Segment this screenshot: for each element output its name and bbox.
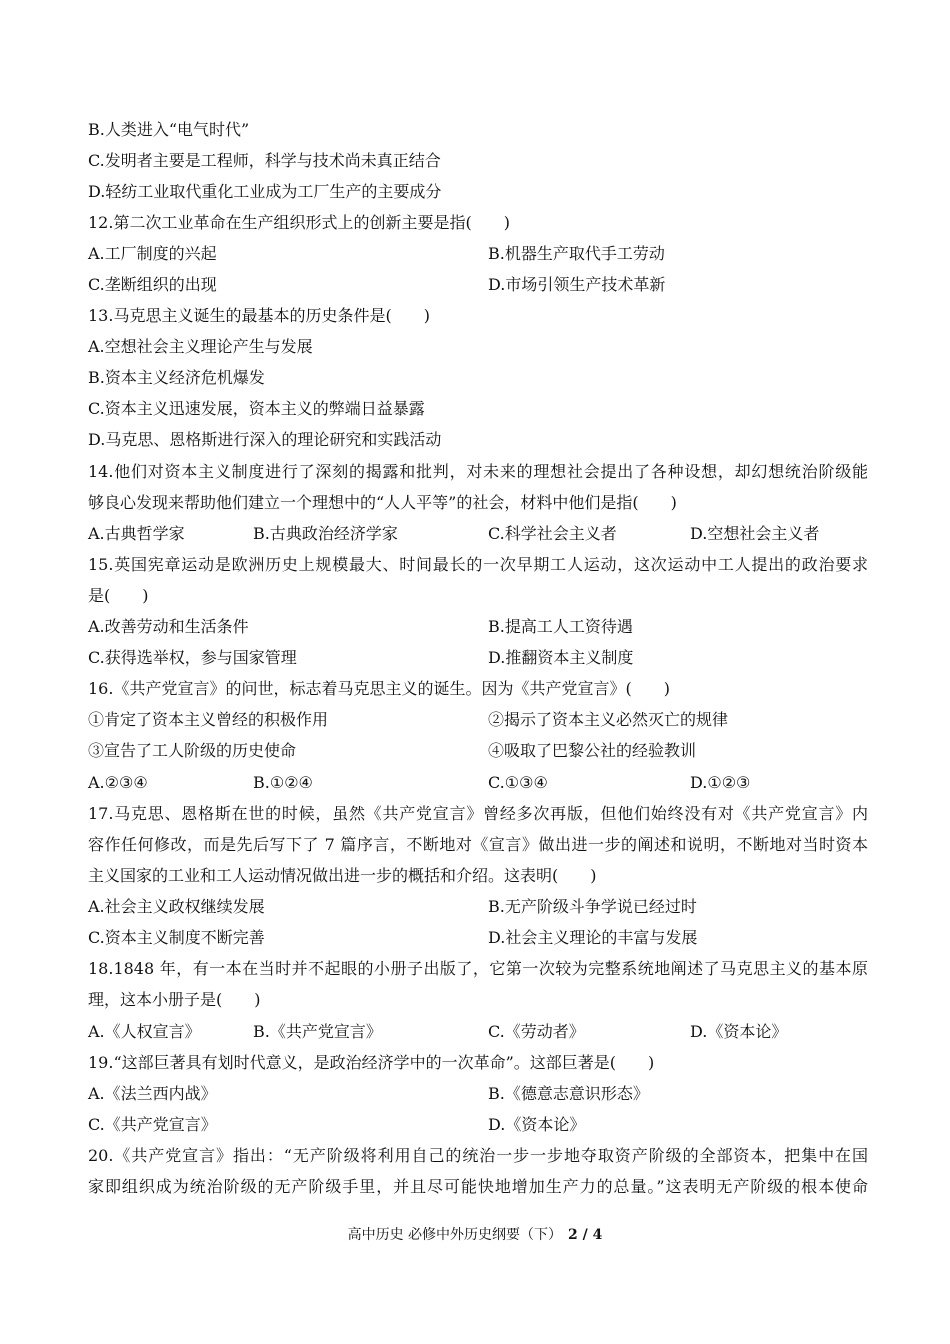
q12-option-a: A.工厂制度的兴起 bbox=[88, 244, 217, 263]
q13-option-c: C.资本主义迅速发展，资本主义的弊端日益暴露 bbox=[88, 399, 425, 418]
q16-option-c: C.①③④ bbox=[488, 773, 548, 792]
q18-stem-line2: 理，这本小册子是( ) bbox=[88, 990, 261, 1009]
q11-option-c: C.发明者主要是工程师，科学与技术尚未真正结合 bbox=[88, 151, 441, 170]
q17-option-b: B.无产阶级斗争学说已经过时 bbox=[488, 897, 697, 916]
q15-option-b: B.提高工人工资待遇 bbox=[488, 617, 633, 636]
q19-option-c: C.《共产党宣言》 bbox=[88, 1115, 217, 1134]
q19-option-d: D.《资本论》 bbox=[488, 1115, 586, 1134]
q15-stem-line1: 15.英国宪章运动是欧洲历史上规模最大、时间最长的一次早期工人运动，这次运动中工人提出的政治要求 bbox=[88, 555, 868, 574]
q13-option-a: A.空想社会主义理论产生与发展 bbox=[88, 337, 313, 356]
page-number: 2 / 4 bbox=[568, 1227, 603, 1243]
q16-stem: 16.《共产党宣言》的问世，标志着马克思主义的诞生。因为《共产党宣言》( ) bbox=[88, 679, 670, 698]
q16-item-3: ③宣告了工人阶级的历史使命 bbox=[88, 741, 297, 760]
q16-item-4: ④吸取了巴黎公社的经验教训 bbox=[488, 741, 697, 760]
q11-option-d: D.轻纺工业取代重化工业成为工厂生产的主要成分 bbox=[88, 182, 442, 201]
q17-option-c: C.资本主义制度不断完善 bbox=[88, 928, 265, 947]
q11-option-b: B.人类进入“电气时代” bbox=[88, 120, 250, 139]
q15-option-a: A.改善劳动和生活条件 bbox=[88, 617, 249, 636]
q17-option-d: D.社会主义理论的丰富与发展 bbox=[488, 928, 698, 947]
q19-stem: 19.“这部巨著具有划时代意义，是政治经济学中的一次革命”。这部巨著是( ) bbox=[88, 1053, 655, 1072]
q20-stem-line2: 家即组织成为统治阶级的无产阶级手里，并且尽可能快地增加生产力的总量。”这表明无产阶级的根本使命 bbox=[88, 1177, 868, 1196]
q16-option-d: D.①②③ bbox=[690, 773, 751, 792]
q14-stem-line1: 14.他们对资本主义制度进行了深刻的揭露和批判，对未来的理想社会提出了各种设想，却幻想统治阶级能 bbox=[88, 462, 868, 481]
q13-stem: 13.马克思主义诞生的最基本的历史条件是( ) bbox=[88, 306, 430, 325]
q12-option-d: D.市场引领生产技术革新 bbox=[488, 275, 666, 294]
q17-option-a: A.社会主义政权继续发展 bbox=[88, 897, 265, 916]
q19-option-b: B.《德意志意识形态》 bbox=[488, 1084, 649, 1103]
q14-option-d: D.空想社会主义者 bbox=[690, 524, 820, 543]
q16-item-2: ②揭示了资本主义必然灭亡的规律 bbox=[488, 710, 729, 729]
footer-course-title: 高中历史 必修中外历史纲要（下） bbox=[347, 1227, 563, 1243]
q15-stem-line2: 是( ) bbox=[88, 586, 149, 605]
q17-stem-line2: 容作任何修改，而是先后写下了 7 篇序言，不断地对《宣言》做出进一步的阐述和说明，不断地对当时资本 bbox=[88, 835, 868, 854]
q17-stem-line3: 主义国家的工业和工人运动情况做出进一步的概括和介绍。这表明( ) bbox=[88, 866, 597, 885]
q16-option-b: B.①②④ bbox=[253, 773, 313, 792]
q14-option-b: B.古典政治经济学家 bbox=[253, 524, 398, 543]
q18-stem-line1: 18.1848 年，有一本在当时并不起眼的小册子出版了，它第一次较为完整系统地阐述了马克思主义的基本原 bbox=[88, 959, 868, 978]
q18-option-c: C.《劳动者》 bbox=[488, 1022, 585, 1041]
q15-option-d: D.推翻资本主义制度 bbox=[488, 648, 634, 667]
q12-option-b: B.机器生产取代手工劳动 bbox=[488, 244, 665, 263]
q18-option-d: D.《资本论》 bbox=[690, 1022, 788, 1041]
q14-option-c: C.科学社会主义者 bbox=[488, 524, 617, 543]
q16-item-1: ①肯定了资本主义曾经的积极作用 bbox=[88, 710, 329, 729]
page-footer bbox=[0, 1226, 950, 1244]
q15-option-c: C.获得选举权，参与国家管理 bbox=[88, 648, 297, 667]
q12-option-c: C.垄断组织的出现 bbox=[88, 275, 217, 294]
q17-stem-line1: 17.马克思、恩格斯在世的时候，虽然《共产党宣言》曾经多次再版，但他们始终没有对《共产党宣言》内 bbox=[88, 804, 868, 823]
q18-option-b: B.《共产党宣言》 bbox=[253, 1022, 382, 1041]
q18-option-a: A.《人权宣言》 bbox=[88, 1022, 201, 1041]
q20-stem-line1: 20.《共产党宣言》指出：“无产阶级将利用自己的统治一步一步地夺取资产阶级的全部资本，把集中在国 bbox=[88, 1146, 868, 1165]
q16-option-a: A.②③④ bbox=[88, 773, 148, 792]
q19-option-a: A.《法兰西内战》 bbox=[88, 1084, 217, 1103]
q14-stem-line2: 够良心发现来帮助他们建立一个理想中的“人人平等”的社会，材料中他们是指( ) bbox=[88, 493, 677, 512]
q13-option-d: D.马克思、恩格斯进行深入的理论研究和实践活动 bbox=[88, 430, 442, 449]
q13-option-b: B.资本主义经济危机爆发 bbox=[88, 368, 265, 387]
q14-option-a: A.古典哲学家 bbox=[88, 524, 185, 543]
q12-stem: 12.第二次工业革命在生产组织形式上的创新主要是指( ) bbox=[88, 213, 510, 232]
